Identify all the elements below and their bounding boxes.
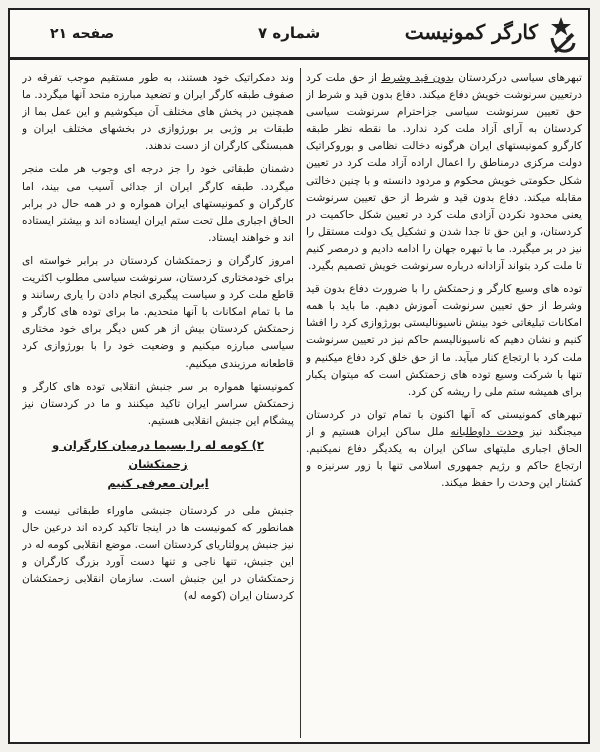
underlined-phrase: بدون قید وشرط	[381, 72, 455, 84]
issue-number: شماره ۷	[258, 24, 321, 42]
column-divider	[300, 68, 301, 738]
right-paragraph-2: توده های وسیع کارگر و زحمتکش را با ضرورت دفاع بدون قید وشرط از حق تعیین سرنوشت آموزش دهیم. ما باید با همه امکانات تبلیغاتی خود بینش ناسیونالیستی بورژوازی کرد را افشا کنیم و نشان دهیم که ناسیونالیسم حاکم نیز در تعیین سرنوشت ملت کرد با ارتجاع کنار میآید. ما از حق خلق کرد دفاع میکنیم و تنها با شرکت وسیع توده های زحمتکش است که میتوان یکبار برای همیشه ستم ملی را ریشه کن کرد.	[306, 283, 582, 398]
masthead	[10, 10, 588, 60]
underlined-phrase: وحدت داوطلبانه	[450, 425, 524, 438]
section-heading: ۲) کومه له را بسیما درمیان کارگران و زحمتکشان ایران معرفی کنیم	[52, 437, 264, 490]
left-paragraph-1: وند دمکراتیک خود هستند، به طور مستقیم موجب تفرقه در صفوف طبقه کارگر ایران و تضعید مبارزه متحد آنها میگردد. ما همچنین در پخش های مختلف آن میکوشیم و این عمل بما از طبقات بر وژبی بر بورژوازی در بخشهای مختلف ایران و همبستگی کارگران از دست ندهند.	[22, 72, 294, 153]
left-paragraph-2: دشمنان طبقاتی خود را جز درجه ای وجوب هر ملت منجر میگردد. طبقه کارگر ایران از جدائی آسیب می بیند، اما کارگران و کمونیستهای ایران همواره و در همه حال در برابر الحاق اجباری ملل تحت ستم ایران ایستاده اند و بیشتر ایستاده اند و خواهند ایستاد.	[22, 163, 294, 244]
right-column	[306, 70, 582, 736]
right-paragraph-1: تبهرهای سیاسی درکردستان بدون قید وشرط از حق ملت کرد درتعیین سرنوشت خویش دفاع میکند. دفاع بدون قید و شرط از حق تعیین سرنوشت سیاسی جزاحترام سرنوشت سیاسی کردستان به آرای آزاد ملت کرد ندارد. ما نقطه نظر طبقه کارگرو کمونیستهای ایران هرگونه دخالت نظامی و بوروکراتیک دولت مرکزی درمناطق را اعمال اراده آزاد ملت کرد در تعیین شکل حکومتی خویش محکوم و مردود دانسته و با چنین دخالتی مقابله میکند. دفاع بدون قید و شرط از حق تعیین سرنوشت یعنی محدود نکردن آزادی ملت کرد در تعیین شکل حاکمیت در کردستان، و این حق تا جدا شدن و تشکیل یک دولت مستقل را نیز در بر میگیرد. ما با تبهره جهان را ادامه دادیم و درمصر کنیم تا ملت کرد بتواند آزادانه درباره سرنوشت خویش تصمیم بگیرد.	[306, 72, 582, 273]
hammer-sickle-star-icon	[544, 16, 578, 54]
newspaper-title: کارگر کمونیست	[404, 20, 538, 44]
left-paragraph-4: کمونیستها همواره بر سر جنبش انقلابی توده های کارگر و زحمتکش سراسر ایران تاکید میکنند و ما در کردستان نیز پیشگام این جنبش انقلابی هستیم.	[22, 380, 294, 427]
left-paragraph-3: امروز کارگران و زحمتکشان کردستان در برابر خواسته ای برای خودمختاری کردستان، سرنوشت سیاسی مطلوب اکثریت قاطع ملت کرد و سیاست پیگیری انجام دادن را یاری رسانند و ما با تمام امکانات با آنها متحدیم. ما برای توده های کارگر و زحمتکش کردستان بیش از هر کس دیگر برای خود مختاری سیاسی مبارزه میکنیم و وضعیت خود را با بورژوازی کرد قاطعانه مرزبندی میکنیم.	[22, 254, 294, 370]
newspaper-page	[8, 8, 590, 744]
left-paragraph-5: جنبش ملی در کردستان جنبشی ماوراء طبقاتی نیست و همانطور که کمونیست ها در اینجا تاکید کرده اند درعین حال نیز جنبش پرولتاریای کردستان است. موضع انقلابی کومه له در این جنبش، تنها ناجی و تنها دست آورد بزرگ کارگران و زحمتکشان در این جنبش است. سازمان انقلابی زحمتکشان کردستان ایران (کومه له)	[22, 504, 294, 603]
left-column	[22, 70, 294, 736]
right-paragraph-3: تبهرهای کمونیستی که آنها اکنون با تمام توان در کردستان میجنگند نیز وحدت داوطلبانه ملل ساکن ایران هستیم و از الحاق اجباری ملیتهای ساکن ایران به یکدیگر دفاع نمیکنیم. ارتجاع حاکم و رژیم جمهوری اسلامی تنها با زور سرنیزه و کشتار این وحدت را حفظ میکند.	[306, 408, 582, 490]
page-number: صفحه ۲۱	[50, 26, 115, 42]
